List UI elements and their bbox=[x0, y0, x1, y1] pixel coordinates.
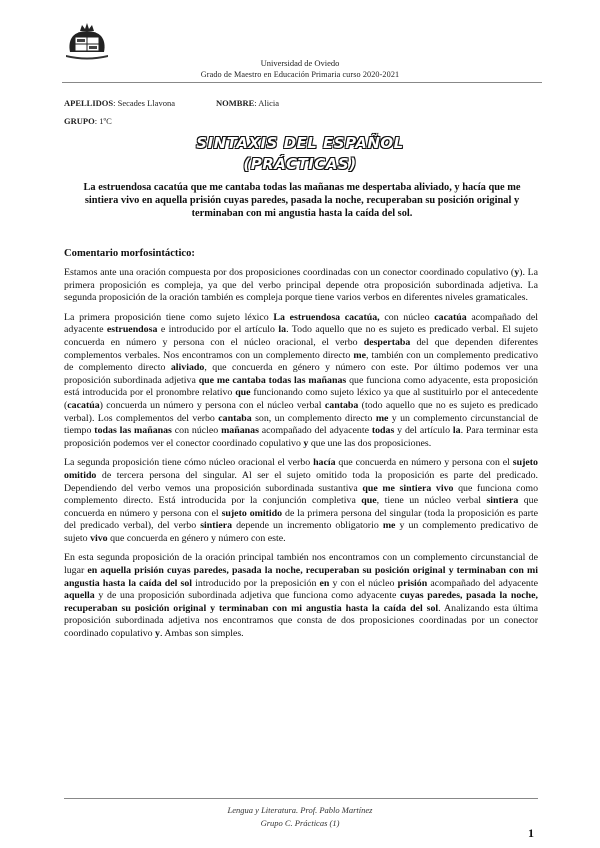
bold-term: y bbox=[303, 437, 309, 449]
text-run: Estamos ante una oración compuesta por dos proposiciones coordinadas con un conector coordinado copulativo ( bbox=[64, 267, 515, 278]
text-run: , también con un complemento predicativo de complemento directo bbox=[64, 349, 539, 374]
text-run: acompañado del adyacente bbox=[427, 577, 538, 589]
text-run: y un complemento predicativo de sujeto bbox=[64, 520, 538, 544]
group-value: : 1ºC bbox=[94, 116, 112, 126]
bold-term: aquella bbox=[64, 590, 95, 602]
bold-term: prisión bbox=[397, 577, 428, 589]
bold-term: La estruendosa cacatúa, bbox=[273, 311, 380, 323]
paragraph bbox=[64, 312, 538, 451]
text-run: que concuerda en número y persona con el bbox=[64, 495, 538, 519]
university-crest-icon bbox=[64, 22, 110, 60]
text-run: . Analizando esta última proposición subordinada adjetiva nos encontramos que consta de dos proposiciones coordinadas por un conector coordinado copulativo bbox=[64, 602, 538, 640]
text-run: del que dependen diferentes complementos verbales. Nos encontramos con un complemento directo bbox=[64, 336, 538, 361]
comment-heading: Comentario morfosintáctico: bbox=[64, 248, 195, 259]
text-run: y del artículo bbox=[394, 425, 453, 437]
surname-label: APELLIDOS bbox=[64, 98, 114, 108]
bold-term: todas bbox=[371, 425, 395, 437]
text-run: depende un incremento obligatorio bbox=[232, 520, 383, 532]
paragraph bbox=[64, 552, 538, 640]
comment-body bbox=[64, 267, 538, 648]
bold-term: estruendosa bbox=[106, 324, 158, 336]
text-run: que funciona como adyacente, esta proposición está introducida por el pronombre relativo bbox=[64, 374, 538, 399]
text-run: , tiene un núcleo verbal bbox=[376, 495, 487, 507]
text-run: que funciona como complemento directo. Está introducida por la conjunción completiva bbox=[64, 482, 539, 507]
header-rule bbox=[62, 82, 542, 83]
text-run: En esta segunda proposición de la oración principal también nos encontramos con un complemento circunstancial de lugar bbox=[64, 552, 538, 577]
surname-value: : Secades Llavona bbox=[113, 98, 175, 108]
text-run: ). La primera proposición es compleja, ya que del verbo principal depende otra proposición subordinada adjetiva. La segunda proposición de la oración también es compleja porque tiene varios verbos en diferentes niveles gramaticales. bbox=[64, 267, 538, 304]
bold-term: la bbox=[452, 425, 461, 437]
bold-term: la bbox=[278, 324, 287, 336]
text-run: que concuerda en género y número con este. bbox=[107, 532, 286, 544]
bold-term: que me cantaba todas las mañanas bbox=[198, 374, 347, 386]
text-run: y de una proposición subordinada adjetiva que funciona como adyacente bbox=[94, 590, 401, 602]
student-surname bbox=[64, 98, 175, 108]
text-run: (todo aquello que no es sujeto es predicado verbal). Los complementos del verbo bbox=[64, 399, 538, 424]
bold-term: me bbox=[382, 520, 396, 532]
footer-group: Grupo C. Prácticas (1) bbox=[260, 818, 340, 828]
footer-rule bbox=[64, 798, 538, 799]
bold-term: despertaba bbox=[363, 336, 411, 348]
bold-term: cuyas paredes, pasada la noche, recuperaban su posición original y terminaban con mi angustia hasta la caída del sol bbox=[64, 590, 538, 614]
text-run: de la primera persona del singular (toda la proposición es parte del predicado verbal), del verbo bbox=[64, 507, 538, 532]
bold-term: sintiera bbox=[200, 520, 233, 532]
text-run: que concuerda en número y persona con el bbox=[335, 457, 513, 469]
name-label: NOMBRE bbox=[216, 98, 255, 108]
text-run: acompañado del adyacente bbox=[64, 311, 539, 336]
bold-term: sintiera bbox=[486, 495, 519, 507]
bold-term: vivo bbox=[90, 532, 108, 544]
bold-term: hacía bbox=[313, 457, 336, 469]
bold-term: en bbox=[319, 577, 330, 589]
paragraph bbox=[64, 267, 538, 305]
bold-term: me bbox=[353, 349, 366, 361]
page-number: 1 bbox=[528, 826, 534, 840]
bold-term: que bbox=[361, 495, 377, 507]
text-run: introducido por la preposición bbox=[192, 577, 320, 589]
text-run: de tercera persona del singular. Al ser el sujeto omitido toda la proposición es parte del predicado. Dependiendo del verbo vemos una proposición subordinada sustantiva bbox=[64, 469, 538, 494]
bold-term: sujeto omitido bbox=[221, 507, 283, 519]
text-run: y un complemento circunstancial de tiempo bbox=[64, 412, 538, 437]
course-name: Grado de Maestro en Educación Primaria curso 2020-2021 bbox=[200, 70, 400, 79]
text-run: y con el núcleo bbox=[329, 577, 398, 589]
text-run: que une las dos proposiciones. bbox=[308, 437, 432, 449]
paragraph bbox=[64, 457, 538, 545]
bold-term: que me sintiera vivo bbox=[362, 482, 454, 494]
page-title: SINTAXIS DEL ESPAÑOL bbox=[196, 134, 404, 152]
text-run: ) concuerda un número y persona con el núcleo verbal bbox=[99, 399, 325, 411]
bold-term: sujeto omitido bbox=[64, 457, 538, 481]
group-label: GRUPO bbox=[64, 116, 95, 126]
bold-term: y bbox=[155, 628, 160, 640]
text-run: La primera proposición tiene como sujeto léxico bbox=[64, 311, 274, 323]
bold-term: todas las mañanas bbox=[94, 425, 172, 437]
text-run: con núcleo bbox=[171, 425, 222, 437]
bold-term: y bbox=[514, 267, 520, 278]
text-run: acompañado del adyacente bbox=[258, 425, 372, 437]
bold-term: mañanas bbox=[221, 425, 259, 437]
student-group bbox=[64, 116, 112, 126]
text-run: , que concuerda en género y número con este. Por último podemos ver una proposición subordinada adjetiva bbox=[64, 362, 538, 386]
bold-term: cantaba bbox=[218, 412, 252, 424]
text-run: . Ambas son simples. bbox=[159, 628, 244, 640]
text-run: La segunda proposición tiene cómo núcleo oracional el verbo bbox=[64, 457, 314, 469]
page-subtitle: (PRÁCTICAS) bbox=[243, 155, 357, 173]
text-run: son, un complemento directo bbox=[251, 412, 376, 424]
bold-term: que bbox=[235, 387, 251, 399]
bold-term: cacatúa bbox=[434, 311, 467, 323]
analyzed-sentence: La estruendosa cacatúa que me cantaba todas las mañanas me despertaba aliviado, y hacía que me sintiera vivo en aquella prisión cuyas paredes, pasada la noche, recuperaban su posición original y terminaban con mi angustia hasta la caída del sol. bbox=[83, 182, 521, 219]
university-name: Universidad de Oviedo bbox=[260, 58, 340, 68]
text-run: . Todo aquello que no es sujeto es predicado verbal. El sujeto concuerda en número y persona con el núcleo oracional, el verbo bbox=[64, 324, 538, 348]
text-run: e introducido por el artículo bbox=[157, 324, 279, 336]
student-name bbox=[216, 98, 279, 108]
bold-term: cantaba bbox=[324, 399, 359, 411]
bold-term: cacatúa bbox=[67, 399, 100, 411]
text-run: funcionando como sujeto léxico ya que al sustituirlo por el antecedente ( bbox=[64, 387, 538, 411]
bold-term: me bbox=[375, 412, 389, 424]
footer-course: Lengua y Literatura. Prof. Pablo Martínez bbox=[227, 805, 373, 815]
name-value: : Alicia bbox=[254, 98, 280, 108]
bold-term: aliviado bbox=[170, 362, 205, 374]
bold-term: en aquella prisión cuyas paredes, pasada la noche, recuperaban su posición original y terminaban con mi angustia hasta la caída del sol bbox=[64, 565, 538, 589]
text-run: . Para terminar esta proposición podemos ver el conector coordinado copulativo bbox=[64, 425, 538, 449]
text-run: con núcleo bbox=[379, 311, 435, 323]
